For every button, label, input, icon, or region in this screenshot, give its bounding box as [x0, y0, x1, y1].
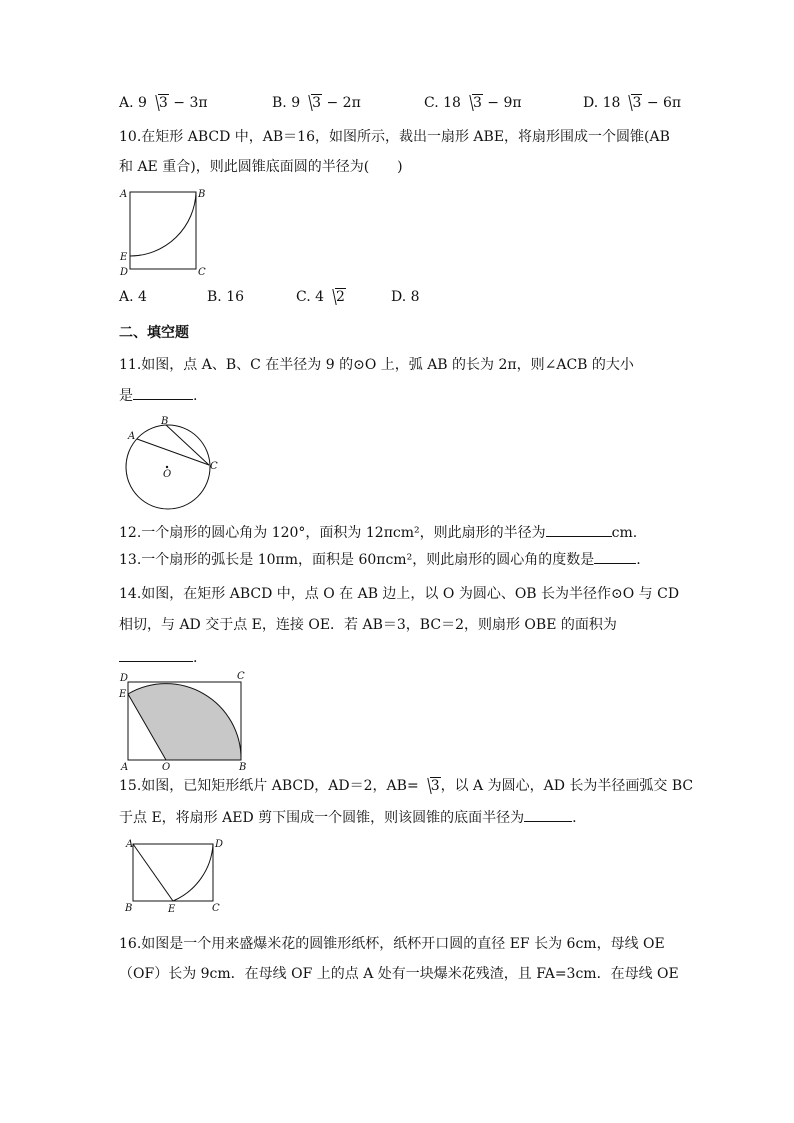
q14-label-d: D: [120, 673, 129, 684]
q15-rectangle: [133, 844, 213, 901]
q10-label-e: E: [120, 252, 128, 263]
q11-chord-ac: [137, 439, 209, 465]
q14-answer-blank: [119, 647, 193, 662]
q14-text-line1: 14.如图，在矩形 ABCD 中，点 O 在 AB 边上，以 O 为圆心、OB 长为半径作⊙O 与 CD: [119, 586, 680, 602]
q15-label-a: A: [126, 839, 134, 850]
q15-label-d: D: [215, 839, 224, 850]
q15-arc-ed: [173, 844, 213, 901]
q14-label-b: B: [239, 762, 247, 773]
q15-text-line2: 于点 E，将扇形 AED 剪下围成一个圆锥，则该圆锥的底面半径为 .: [119, 807, 577, 828]
q15-answer-blank: [524, 807, 572, 822]
q10-label-b: B: [198, 189, 206, 200]
q14-shaded-sector: [128, 684, 241, 760]
q10-option-b: B. 16: [207, 289, 245, 305]
q11-figure: [118, 416, 228, 512]
q11-label-o: O: [163, 469, 172, 480]
q9-option-c: C. 18 3 − 9π: [424, 95, 522, 111]
q10-rectangle: [130, 192, 196, 269]
q10-text-line1: 10.在矩形 ABCD 中，AB＝16，如图所示，裁出一扇形 ABE，将扇形围成一个圆锥(AB: [119, 129, 670, 145]
q11-text-line1: 11.如图，点 A、B、C 在半径为 9 的⊙O 上，弧 AB 的长为 2π，则∠ACB 的大小: [119, 357, 634, 373]
q15-label-b: B: [125, 903, 133, 914]
q11-label-b: B: [161, 416, 169, 427]
q14-figure: [117, 670, 257, 774]
q11-label-c: C: [210, 461, 218, 472]
q10-option-a: A. 4: [119, 289, 147, 305]
section-title: 二、填空题: [119, 325, 189, 341]
q9-option-d: D. 18 3 − 6π: [583, 95, 682, 111]
q14-label-a: A: [121, 762, 129, 773]
q12-answer-blank: [546, 522, 612, 537]
q10-option-d: D. 8: [391, 289, 420, 305]
q13-text: 13.一个扇形的弧长是 10πm，面积是 60πcm²，则此扇形的圆心角的度数是 .: [119, 549, 641, 570]
q10-label-c: C: [198, 267, 206, 278]
q14-text-line3: .: [119, 647, 197, 668]
q11-text-line2: 是 .: [119, 385, 197, 406]
q13-answer-blank: [594, 549, 636, 564]
q15-segment-ae: [133, 844, 173, 901]
q16-text-line1: 16.如图是一个用来盛爆米花的圆锥形纸杯，纸杯开口圆的直径 EF 长为 6cm，母线 OE: [119, 936, 665, 952]
q11-chord-bc: [166, 425, 209, 465]
q10-arc: [130, 192, 196, 256]
q14-label-o: O: [162, 762, 171, 773]
q16-text-line2: （OF）长为 9cm．在母线 OF 上的点 A 处有一块爆米花残渣，且 FA=3cm．在母线 OE: [119, 966, 679, 982]
q10-option-c: C. 4 2: [296, 289, 345, 305]
q10-label-a: A: [120, 189, 128, 200]
q11-answer-blank: [133, 385, 193, 400]
q14-label-e: E: [119, 689, 127, 700]
q14-text-line2: 相切，与 AD 交于点 E，连接 OE．若 AB＝3，BC＝2，则扇形 OBE 的面积为: [119, 617, 617, 633]
q15-figure: [118, 836, 230, 916]
q15-label-c: C: [212, 903, 220, 914]
q12-text: 12.一个扇形的圆心角为 120°，面积为 12πcm²，则此扇形的半径为 cm.: [119, 522, 637, 543]
q10-figure: [115, 184, 215, 278]
q15-label-e: E: [168, 904, 176, 915]
q11-label-a: A: [128, 431, 136, 442]
q14-label-c: C: [237, 671, 245, 682]
q15-text-line1: 15.如图，已知矩形纸片 ABCD，AD＝2，AB= 3，以 A 为圆心，AD 长为半径画弧交 BC: [119, 778, 694, 794]
q9-option-a: A. 9 3 − 3π: [119, 95, 208, 111]
q10-label-d: D: [120, 267, 129, 278]
q10-text-line2: 和 AE 重合)，则此圆锥底面圆的半径为( ): [119, 159, 403, 175]
q11-center-dot: [166, 466, 168, 468]
q9-option-b: B. 9 3 − 2π: [272, 95, 361, 111]
